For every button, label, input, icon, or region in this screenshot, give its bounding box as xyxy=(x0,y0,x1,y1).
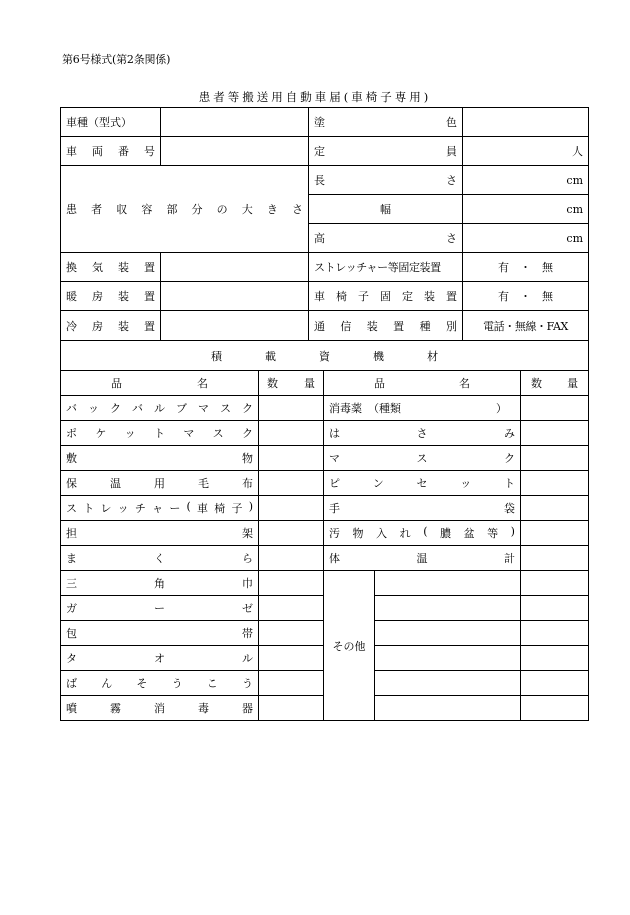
equipment-qty-left[interactable] xyxy=(259,521,324,546)
other-item-name[interactable] xyxy=(375,571,521,596)
equipment-name-left xyxy=(61,696,259,721)
cooling-label xyxy=(61,311,161,341)
width-label: 幅 xyxy=(309,195,463,224)
spaced-label: ま く ら xyxy=(66,552,253,565)
document-title: 患者等搬送用自動車届(車椅子専用) xyxy=(198,90,432,104)
spaced-label: タ オ ル xyxy=(66,652,253,665)
disinfectant-type-close: ） xyxy=(496,402,507,415)
equipment-qty-left[interactable] xyxy=(259,396,324,421)
length-label xyxy=(309,166,463,195)
spaced-label: 噴 霧 消 毒 器 xyxy=(66,702,253,715)
length-value[interactable] xyxy=(463,166,589,195)
equipment-qty-left[interactable] xyxy=(259,546,324,571)
equipment-qty-left[interactable] xyxy=(259,696,324,721)
equipment-name-left xyxy=(61,446,259,471)
vehicle-type-label: 車種（型式） xyxy=(61,108,161,137)
equipment-qty-right[interactable] xyxy=(521,546,589,571)
spaced-label: 高 さ xyxy=(314,232,457,245)
equipment-qty-right[interactable] xyxy=(521,471,589,496)
spaced-label: 品 名 xyxy=(111,377,208,390)
spaced-label: 品 名 xyxy=(374,377,470,390)
equipment-qty-left[interactable] xyxy=(259,421,324,446)
vehicle-number-value[interactable] xyxy=(161,137,309,166)
spaced-label: 冷 房 装 置 xyxy=(66,319,155,333)
spaced-label: 暖 房 装 置 xyxy=(66,290,155,303)
equipment-qty-left[interactable] xyxy=(259,471,324,496)
col-header-qty-right xyxy=(521,371,589,396)
spaced-label: 敷 物 xyxy=(66,452,253,465)
equipment-section-title xyxy=(61,341,589,371)
spaced-label: 長 さ xyxy=(314,174,457,187)
equipment-name-left xyxy=(61,496,259,521)
equipment-qty-left[interactable] xyxy=(259,671,324,696)
spaced-label: 担 架 xyxy=(66,527,253,540)
ventilation-label xyxy=(61,253,161,282)
other-item-name[interactable] xyxy=(375,696,521,721)
spaced-label: ポ ケ ッ ト マ ス ク xyxy=(66,427,253,440)
equipment-name-right xyxy=(324,521,521,546)
equipment-name-left xyxy=(61,596,259,621)
equipment-name-right xyxy=(324,446,521,471)
equipment-name-right xyxy=(324,396,521,421)
wheelchair-fixing-label xyxy=(309,282,463,311)
spaced-label: 数 量 xyxy=(531,377,579,390)
other-item-name[interactable] xyxy=(375,596,521,621)
equipment-qty-left[interactable] xyxy=(259,621,324,646)
spaced-label: 通 信 装 置 種 別 xyxy=(314,319,457,333)
equipment-row xyxy=(61,446,589,471)
length-unit: cm xyxy=(566,173,583,187)
equipment-qty-right[interactable] xyxy=(521,621,589,646)
disinfectant-label xyxy=(329,400,515,416)
equipment-qty-right[interactable] xyxy=(521,596,589,621)
equipment-qty-left[interactable] xyxy=(259,446,324,471)
equipment-name-left xyxy=(61,571,259,596)
col-header-name-right xyxy=(324,371,521,396)
spaced-label: 定 員 xyxy=(314,145,457,158)
other-label: その他 xyxy=(324,571,375,721)
col-header-qty-left xyxy=(259,371,324,396)
equipment-row xyxy=(61,496,589,521)
equipment-row xyxy=(61,396,589,421)
capacity-unit: 人 xyxy=(572,145,583,158)
equipment-qty-left[interactable] xyxy=(259,571,324,596)
comm-type-options[interactable]: 電話・無線・FAX xyxy=(463,311,589,341)
equipment-qty-left[interactable] xyxy=(259,596,324,621)
equipment-row xyxy=(61,571,589,596)
disinfectant-type-label: （種類 xyxy=(368,402,401,415)
col-header-name-left xyxy=(61,371,259,396)
height-value[interactable] xyxy=(463,224,589,253)
spaced-label: 三 角 巾 xyxy=(66,577,253,590)
equipment-qty-right[interactable] xyxy=(521,671,589,696)
equipment-rows xyxy=(61,396,589,721)
paint-color-value[interactable] xyxy=(463,108,589,137)
equipment-qty-right[interactable] xyxy=(521,396,589,421)
paint-color-label xyxy=(309,108,463,137)
spaced-label: 数 量 xyxy=(267,377,315,390)
equipment-name-left xyxy=(61,521,259,546)
stretcher-fixing-yes-no[interactable]: 有 ・ 無 xyxy=(463,253,589,282)
equipment-name-left xyxy=(61,546,259,571)
disinfectant-name: 消毒薬 xyxy=(329,402,362,415)
equipment-row xyxy=(61,421,589,446)
spaced-label: 汚 物 入 れ ( 膿 盆 等 ) xyxy=(329,525,515,540)
cooling-value[interactable] xyxy=(161,311,309,341)
equipment-qty-right[interactable] xyxy=(521,446,589,471)
equipment-qty-right[interactable] xyxy=(521,521,589,546)
other-item-name[interactable] xyxy=(375,671,521,696)
spaced-label: 保 温 用 毛 布 xyxy=(66,477,253,490)
compartment-size-label xyxy=(61,166,309,253)
width-unit: cm xyxy=(566,202,583,216)
spaced-label: 換 気 装 置 xyxy=(66,261,155,274)
form-number-label: 第6号様式(第2条関係) xyxy=(62,53,171,66)
spaced-label: ガ ー ゼ xyxy=(66,602,253,615)
equipment-name-left xyxy=(61,421,259,446)
equipment-name-left xyxy=(61,396,259,421)
spaced-label: ス ト レ ッ チ ャ ー ( 車 椅 子 ) xyxy=(66,500,253,515)
heating-label xyxy=(61,282,161,311)
spaced-label: ピ ン セ ッ ト xyxy=(329,477,515,490)
equipment-name-left xyxy=(61,671,259,696)
equipment-qty-right[interactable] xyxy=(521,646,589,671)
equipment-qty-left[interactable] xyxy=(259,646,324,671)
spaced-label: 包 帯 xyxy=(66,627,253,640)
vehicle-number-label xyxy=(61,137,161,166)
spaced-label: 積 載 資 機 材 xyxy=(211,349,439,363)
equipment-name-right xyxy=(324,421,521,446)
spaced-label: ば ん そ う こ う xyxy=(66,677,253,690)
equipment-name-left xyxy=(61,621,259,646)
equipment-qty-right[interactable] xyxy=(521,571,589,596)
other-item-name[interactable] xyxy=(375,621,521,646)
spaced-label: 塗 色 xyxy=(314,116,457,129)
equipment-name-left xyxy=(61,471,259,496)
equipment-table xyxy=(60,340,589,721)
equipment-name-right xyxy=(324,546,521,571)
spaced-label: 車 両 番 号 xyxy=(66,145,155,158)
vehicle-type-value[interactable] xyxy=(161,108,309,137)
equipment-name-right xyxy=(324,496,521,521)
height-unit: cm xyxy=(566,231,583,245)
equipment-qty-right[interactable] xyxy=(521,696,589,721)
spaced-label: 車 椅 子 固 定 装 置 xyxy=(314,290,457,303)
vehicle-info-table xyxy=(60,107,589,341)
ventilation-value[interactable] xyxy=(161,253,309,282)
spaced-label: は さ み xyxy=(329,427,515,440)
equipment-name-right xyxy=(324,471,521,496)
wheelchair-fixing-yes-no[interactable]: 有 ・ 無 xyxy=(463,282,589,311)
equipment-row xyxy=(61,521,589,546)
capacity-value[interactable] xyxy=(463,137,589,166)
equipment-row xyxy=(61,471,589,496)
equipment-qty-right[interactable] xyxy=(521,496,589,521)
spaced-label: 体 温 計 xyxy=(329,552,515,565)
equipment-row xyxy=(61,546,589,571)
spaced-label: バ ッ ク バ ル ブ マ ス ク xyxy=(66,402,253,415)
other-item-name[interactable] xyxy=(375,646,521,671)
equipment-qty-left[interactable] xyxy=(259,496,324,521)
comm-type-label xyxy=(309,311,463,341)
heating-value[interactable] xyxy=(161,282,309,311)
equipment-name-left xyxy=(61,646,259,671)
stretcher-fixing-label: ストレッチャー等固定装置 xyxy=(309,253,463,282)
spaced-label: マ ス ク xyxy=(329,452,515,465)
spaced-label: 患 者 収 容 部 分 の 大 き さ xyxy=(66,203,303,216)
capacity-label xyxy=(309,137,463,166)
equipment-qty-right[interactable] xyxy=(521,421,589,446)
height-label xyxy=(309,224,463,253)
spaced-label: 手 袋 xyxy=(329,502,515,515)
width-value[interactable] xyxy=(463,195,589,224)
